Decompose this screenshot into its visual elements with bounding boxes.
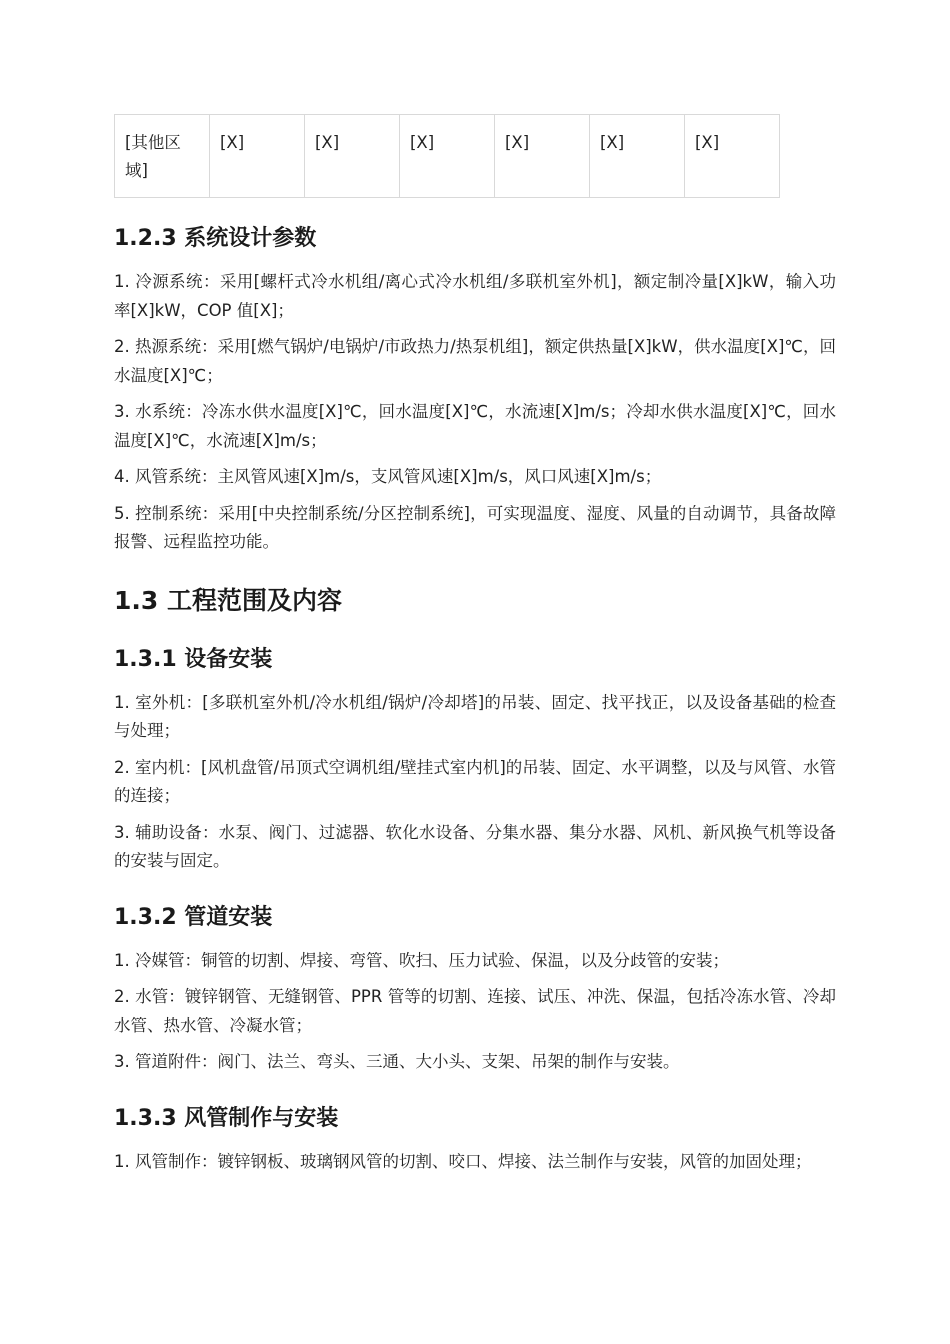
- list-item: 3. 管道附件：阀门、法兰、弯头、三通、大小头、支架、吊架的制作与安装。: [114, 1052, 680, 1071]
- list-item: 3. 水系统：冷冻水供水温度[X]℃，回水温度[X]℃，水流速[X]m/s；冷却水供水温度[X]℃，回水温度[X]℃，水流速[X]m/s；: [114, 402, 836, 450]
- section-heading-1-3-2: 1.3.2 管道安装: [114, 904, 273, 930]
- region-table: [114, 114, 780, 198]
- table-cell: [X]: [590, 115, 685, 198]
- table-cell: [X]: [210, 115, 305, 198]
- section-heading-1-3-1: 1.3.1 设备安装: [114, 646, 273, 672]
- list-item: 1. 室外机：[多联机室外机/冷水机组/锅炉/冷却塔]的吊装、固定、找平找正，以及设备基础的检查与处理；: [114, 692, 836, 740]
- table-cell-region: [其他区域]: [115, 115, 210, 198]
- table-cell: [X]: [495, 115, 590, 198]
- list-item: 4. 风管系统：主风管风速[X]m/s，支风管风速[X]m/s，风口风速[X]m/s；: [114, 467, 662, 486]
- list-item: 1. 冷源系统：采用[螺杆式冷水机组/离心式冷水机组/多联机室外机]，额定制冷量[X]kW，输入功率[X]kW，COP 值[X]；: [114, 272, 836, 320]
- table-cell: [X]: [305, 115, 400, 198]
- list-item: 1. 冷媒管：铜管的切割、焊接、弯管、吹扫、压力试验、保温，以及分歧管的安装；: [114, 950, 729, 970]
- section-heading-1-3: 1.3 工程范围及内容: [114, 585, 342, 615]
- table-cell: [X]: [685, 115, 780, 198]
- table-row: [115, 115, 780, 198]
- list-item: 2. 水管：镀锌钢管、无缝钢管、PPR 管等的切割、连接、试压、冲洗、保温，包括冷冻水管、冷却水管、热水管、冷凝水管；: [114, 987, 836, 1035]
- list-item: 1. 风管制作：镀锌钢板、玻璃钢风管的切割、咬口、焊接、法兰制作与安装，风管的加固处理；: [114, 1151, 812, 1171]
- section-heading-1-3-3: 1.3.3 风管制作与安装: [114, 1105, 339, 1131]
- list-item: 3. 辅助设备：水泵、阀门、过滤器、软化水设备、分集水器、集分水器、风机、新风换气机等设备的安装与固定。: [114, 822, 836, 870]
- list-item: 2. 热源系统：采用[燃气锅炉/电锅炉/市政热力/热泵机组]，额定供热量[X]kW，供水温度[X]℃，回水温度[X]℃；: [114, 337, 836, 385]
- list-item: 5. 控制系统：采用[中央控制系统/分区控制系统]，可实现温度、湿度、风量的自动调节，具备故障报警、远程监控功能。: [114, 503, 836, 551]
- page-content: [114, 114, 836, 1184]
- list-item: 2. 室内机：[风机盘管/吊顶式空调机组/壁挂式室内机]的吊装、固定、水平调整，以及与风管、水管的连接；: [114, 757, 836, 805]
- table-cell: [X]: [400, 115, 495, 198]
- section-heading-1-2-3: 1.2.3 系统设计参数: [114, 226, 317, 251]
